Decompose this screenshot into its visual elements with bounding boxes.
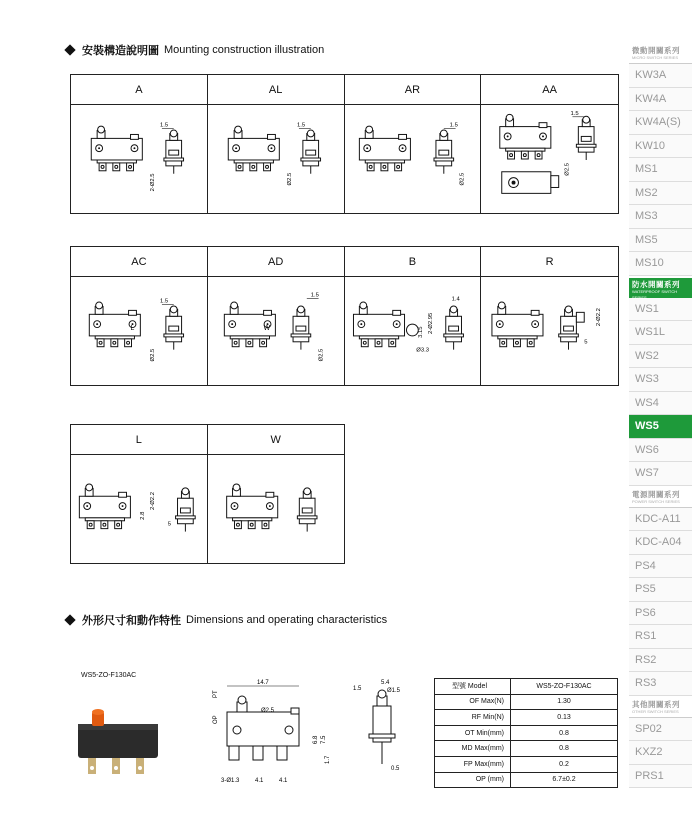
sidebar-group bbox=[629, 44, 692, 276]
mount-cell-w bbox=[208, 425, 345, 563]
section-mounting-title-en: Mounting construction illustration bbox=[164, 44, 325, 56]
mount-cell-b bbox=[345, 247, 482, 385]
svg-text:4.1: 4.1 bbox=[255, 778, 264, 784]
sidebar-item-ws1[interactable]: WS1 bbox=[629, 298, 692, 322]
sidebar-item-rs1[interactable]: RS1 bbox=[629, 625, 692, 649]
sidebar-item-kw4a[interactable]: KW4A bbox=[629, 88, 692, 112]
spec-param: OP (mm) bbox=[435, 772, 511, 788]
sidebar-item-ws4[interactable]: WS4 bbox=[629, 392, 692, 416]
sidebar-item-ms3[interactable]: MS3 bbox=[629, 205, 692, 229]
table-row bbox=[435, 710, 618, 726]
sidebar-category[interactable] bbox=[629, 44, 692, 64]
svg-text:1.5: 1.5 bbox=[570, 110, 579, 117]
sidebar-item-prs1[interactable]: PRS1 bbox=[629, 765, 692, 789]
svg-text:5: 5 bbox=[167, 521, 171, 528]
mount-diagram-w bbox=[208, 455, 345, 563]
sidebar-item-ps6[interactable]: PS6 bbox=[629, 602, 692, 626]
section-mounting-heading bbox=[66, 42, 324, 58]
sidebar-item-ws2[interactable]: WS2 bbox=[629, 345, 692, 369]
svg-text:7.5: 7.5 bbox=[321, 735, 327, 744]
svg-text:W: W bbox=[263, 325, 270, 333]
section-dimensions-heading bbox=[66, 612, 387, 628]
spec-value: 6.7±0.2 bbox=[511, 772, 618, 788]
svg-text:2-Ø2.2: 2-Ø2.2 bbox=[596, 308, 603, 327]
spec-param: OF Max(N) bbox=[435, 694, 511, 710]
mount-label-ac: AC bbox=[71, 247, 207, 277]
mount-cell-ar bbox=[345, 75, 482, 213]
section-dimensions-title-cn: 外形尺寸和動作特性 bbox=[82, 614, 181, 627]
mount-diagram-ar bbox=[345, 105, 481, 213]
svg-text:PT: PT bbox=[213, 690, 219, 698]
mount-label-l: L bbox=[71, 425, 207, 455]
mount-diagram-ac bbox=[71, 277, 207, 385]
sidebar-item-ms10[interactable]: MS10 bbox=[629, 252, 692, 276]
spec-table-header bbox=[435, 679, 618, 695]
diamond-bullet-icon bbox=[64, 44, 75, 55]
dimension-drawing bbox=[205, 672, 415, 794]
mount-diagram-r bbox=[481, 277, 618, 385]
sidebar-item-rs2[interactable]: RS2 bbox=[629, 649, 692, 673]
sidebar-item-ws1l[interactable]: WS1L bbox=[629, 321, 692, 345]
sidebar-item-kdc-a04[interactable]: KDC-A04 bbox=[629, 531, 692, 555]
mount-label-w: W bbox=[208, 425, 345, 455]
sidebar-category-cn: 微動開關系列 bbox=[632, 46, 680, 55]
sidebar-category-en: MICRO SWITCH SERIES bbox=[632, 55, 679, 60]
spec-param: OT Min(mm) bbox=[435, 725, 511, 741]
svg-text:2-Ø2.95: 2-Ø2.95 bbox=[427, 312, 434, 334]
mount-label-a: A bbox=[71, 75, 207, 105]
mount-label-aa: AA bbox=[481, 75, 618, 105]
mount-cell-ad bbox=[208, 247, 345, 385]
svg-text:1.5: 1.5 bbox=[159, 298, 169, 305]
sidebar-item-ps5[interactable]: PS5 bbox=[629, 578, 692, 602]
svg-text:OP: OP bbox=[213, 715, 219, 724]
sidebar-item-ms1[interactable]: MS1 bbox=[629, 158, 692, 182]
svg-text:14.7: 14.7 bbox=[257, 680, 269, 686]
sidebar-category-en: WATERPROOF SWITCH SERIES bbox=[632, 288, 678, 300]
table-row bbox=[435, 725, 618, 741]
svg-text:Ø2.5: Ø2.5 bbox=[564, 162, 571, 176]
svg-text:1.4: 1.4 bbox=[451, 296, 460, 303]
mount-diagram-ad bbox=[208, 277, 344, 385]
svg-text:4.1: 4.1 bbox=[279, 778, 288, 784]
spec-value: 0.13 bbox=[511, 710, 618, 726]
svg-text:0.5: 0.5 bbox=[391, 766, 400, 772]
sidebar-item-ps4[interactable]: PS4 bbox=[629, 555, 692, 579]
mounting-grid-row1 bbox=[70, 74, 619, 214]
mount-label-ad: AD bbox=[208, 247, 344, 277]
sidebar-item-ws3[interactable]: WS3 bbox=[629, 368, 692, 392]
svg-text:1.5: 1.5 bbox=[353, 686, 362, 692]
section-dimensions-title-en: Dimensions and operating characteristics bbox=[186, 614, 388, 626]
mount-cell-ac bbox=[71, 247, 208, 385]
sidebar-category[interactable] bbox=[629, 698, 692, 718]
svg-text:5: 5 bbox=[584, 339, 588, 346]
svg-text:3.15: 3.15 bbox=[417, 326, 424, 338]
sidebar-item-kxz2[interactable]: KXZ2 bbox=[629, 741, 692, 765]
svg-text:1.5: 1.5 bbox=[310, 292, 319, 299]
sidebar-item-ms2[interactable]: MS2 bbox=[629, 182, 692, 206]
sidebar-group bbox=[629, 488, 692, 696]
sidebar-group bbox=[629, 698, 692, 789]
mount-cell-l bbox=[71, 425, 208, 563]
mounting-grid-row3 bbox=[70, 424, 345, 564]
mount-cell-al bbox=[208, 75, 345, 213]
svg-text:3-Ø1.3: 3-Ø1.3 bbox=[221, 778, 240, 784]
sidebar-item-sp02[interactable]: SP02 bbox=[629, 718, 692, 742]
svg-text:Ø2.5: Ø2.5 bbox=[261, 708, 275, 714]
spec-param: MD Max(mm) bbox=[435, 741, 511, 757]
sidebar-category-cn: 防水開關系列 bbox=[632, 279, 680, 289]
product-photo bbox=[70, 688, 170, 788]
svg-text:Ø2.5: Ø2.5 bbox=[286, 172, 293, 186]
mount-diagram-a bbox=[71, 105, 207, 213]
mount-cell-a bbox=[71, 75, 208, 213]
mount-diagram-aa bbox=[481, 105, 618, 213]
svg-text:Ø2.5: Ø2.5 bbox=[318, 348, 325, 362]
mounting-grid-row2 bbox=[70, 246, 619, 386]
product-model-label: WS5-ZO-F130AC bbox=[81, 672, 137, 679]
spec-value: 0.8 bbox=[511, 725, 618, 741]
svg-text:2-Ø2.5: 2-Ø2.5 bbox=[150, 173, 157, 192]
table-row bbox=[435, 694, 618, 710]
section-mounting-title-cn: 安裝構造說明圖 bbox=[82, 44, 159, 57]
spec-param: FP Max(mm) bbox=[435, 756, 511, 772]
spec-value: 0.2 bbox=[511, 756, 618, 772]
table-row bbox=[435, 772, 618, 788]
mount-label-b: B bbox=[345, 247, 481, 277]
sidebar-item-kw10[interactable]: KW10 bbox=[629, 135, 692, 159]
sidebar-item-kw4a-s-[interactable]: KW4A(S) bbox=[629, 111, 692, 135]
mount-cell-r bbox=[481, 247, 618, 385]
spec-header-value: WS5-ZO-F130AC bbox=[511, 679, 618, 695]
sidebar-category-cn: 其他開關系列 bbox=[632, 699, 680, 709]
sidebar-category[interactable] bbox=[629, 488, 692, 508]
diamond-bullet-icon bbox=[64, 614, 75, 625]
svg-text:5.4: 5.4 bbox=[381, 680, 390, 686]
svg-text:Ø1.5: Ø1.5 bbox=[387, 688, 401, 694]
svg-text:1.7: 1.7 bbox=[325, 755, 331, 764]
mount-label-ar: AR bbox=[345, 75, 481, 105]
spec-value: 0.8 bbox=[511, 741, 618, 757]
svg-text:L: L bbox=[130, 325, 135, 333]
series-sidebar bbox=[629, 44, 692, 790]
sidebar-category[interactable] bbox=[629, 278, 692, 298]
sidebar-group bbox=[629, 278, 692, 486]
svg-text:1.5: 1.5 bbox=[296, 122, 305, 129]
sidebar-item-ms5[interactable]: MS5 bbox=[629, 229, 692, 253]
sidebar-category-cn: 電源開關系列 bbox=[632, 489, 680, 499]
spec-value: 1.30 bbox=[511, 694, 618, 710]
spec-table bbox=[434, 678, 618, 788]
svg-text:Ø3.3: Ø3.3 bbox=[415, 347, 429, 354]
mount-label-r: R bbox=[481, 247, 618, 277]
sidebar-item-ws6[interactable]: WS6 bbox=[629, 439, 692, 463]
svg-text:6.8: 6.8 bbox=[313, 735, 319, 744]
svg-text:1.5: 1.5 bbox=[449, 122, 458, 129]
sidebar-item-ws5[interactable]: WS5 bbox=[629, 415, 692, 439]
svg-text:2.8: 2.8 bbox=[140, 511, 147, 520]
mount-diagram-b bbox=[345, 277, 481, 385]
svg-text:Ø2.5: Ø2.5 bbox=[150, 348, 157, 362]
sidebar-item-kdc-a11[interactable]: KDC-A11 bbox=[629, 508, 692, 532]
table-row bbox=[435, 756, 618, 772]
mount-diagram-l bbox=[71, 455, 207, 563]
svg-text:Ø2.5: Ø2.5 bbox=[458, 172, 465, 186]
svg-text:2-Ø2.2: 2-Ø2.2 bbox=[149, 492, 156, 510]
sidebar-item-rs3[interactable]: RS3 bbox=[629, 672, 692, 696]
sidebar-category-en: POWER SWITCH SERIES bbox=[632, 498, 680, 504]
mount-label-al: AL bbox=[208, 75, 344, 105]
sidebar-item-ws7[interactable]: WS7 bbox=[629, 462, 692, 486]
spec-param: RF Min(N) bbox=[435, 710, 511, 726]
mount-cell-aa bbox=[481, 75, 618, 213]
svg-text:1.5: 1.5 bbox=[159, 122, 169, 129]
sidebar-category-en: OTHER SWITCH SERIES bbox=[632, 708, 679, 714]
sidebar-item-kw3a[interactable]: KW3A bbox=[629, 64, 692, 88]
spec-header-model: 型號 Model bbox=[435, 679, 511, 695]
table-row bbox=[435, 741, 618, 757]
mount-diagram-al bbox=[208, 105, 344, 213]
